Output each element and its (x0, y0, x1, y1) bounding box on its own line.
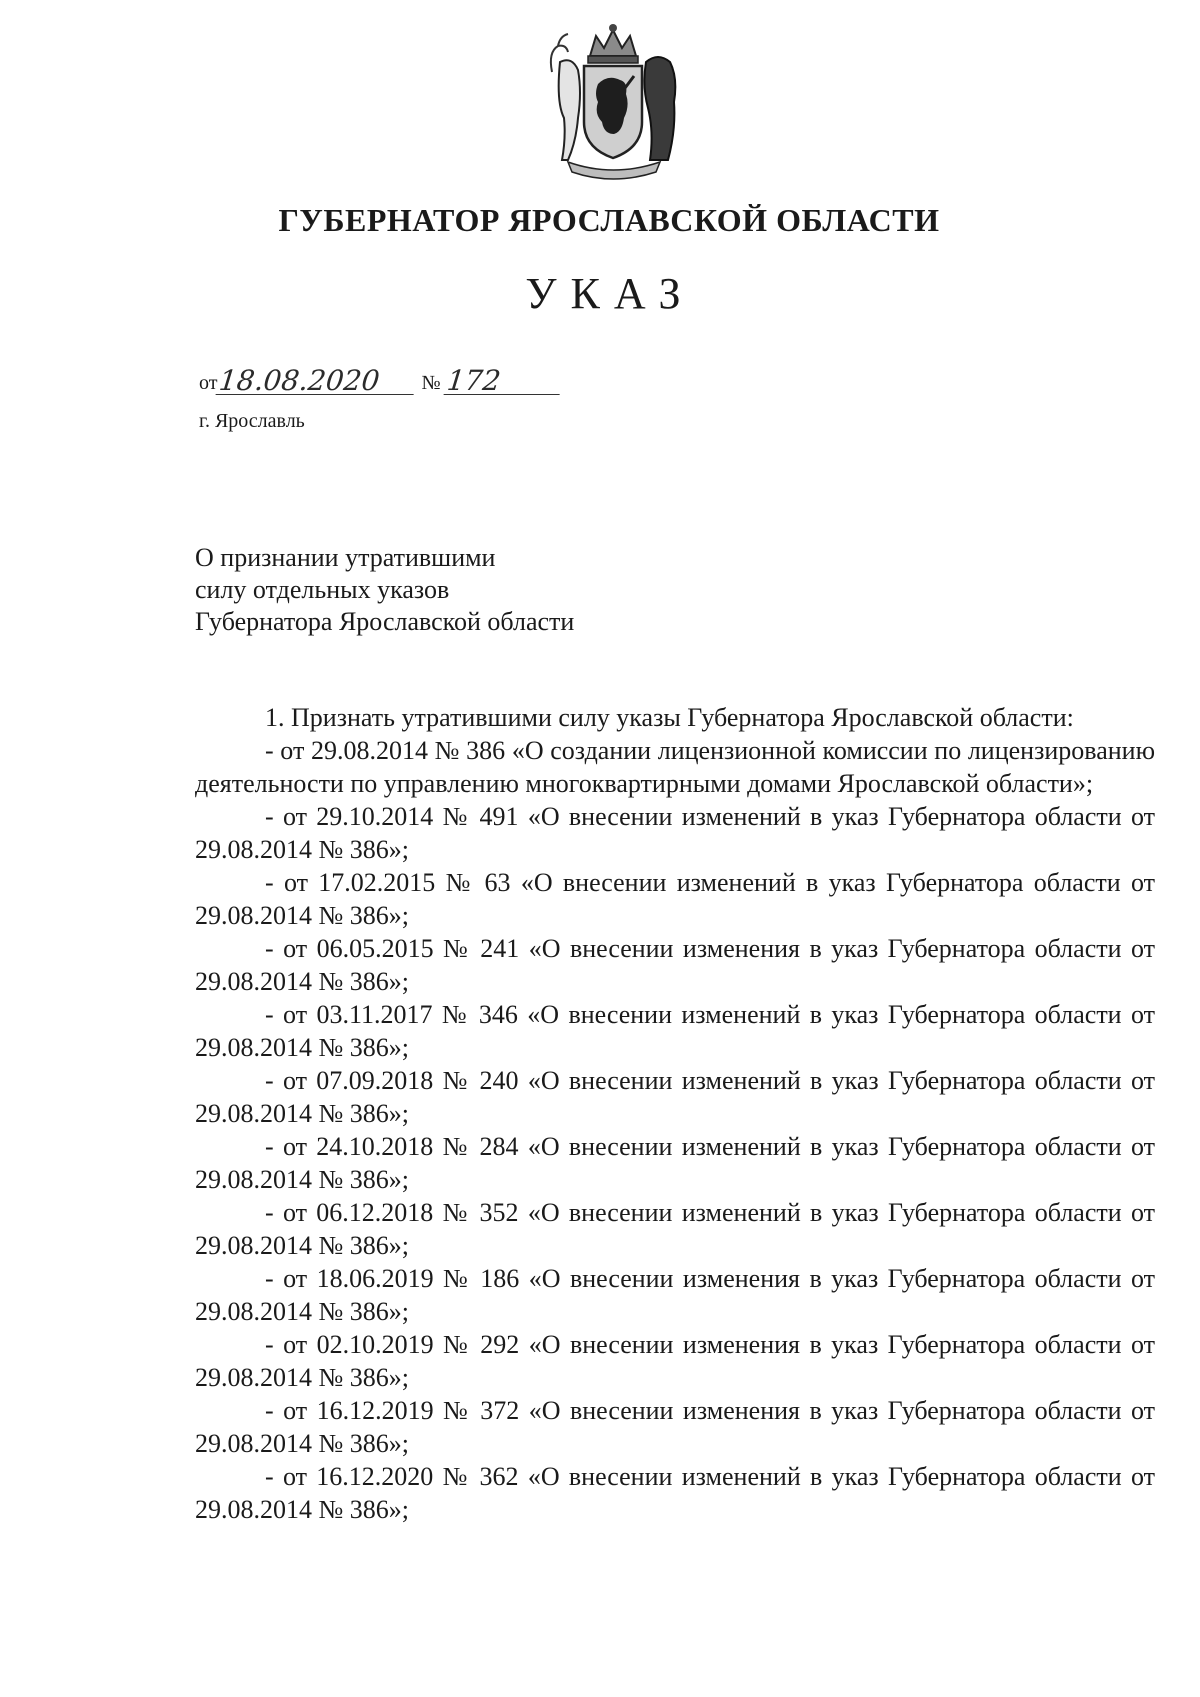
decree-body (195, 701, 1155, 1526)
body-paragraph: - от 18.06.2019 № 186 «О внесении изменения в указ Губернатора области от 29.08.2014 № 386»; (195, 1264, 1155, 1326)
body-paragraph: - от 03.11.2017 № 346 «О внесении изменений в указ Губернатора области от 29.08.2014 № 386»; (195, 1000, 1155, 1062)
handwritten-date: 18.08.2020 (216, 368, 417, 395)
body-paragraph: - от 17.02.2015 № 63 «О внесении изменений в указ Губернатора области от 29.08.2014 № 386»; (195, 868, 1155, 930)
subject-line: Губернатора Ярославской области (195, 607, 575, 636)
body-paragraph: - от 06.05.2015 № 241 «О внесении изменения в указ Губернатора области от 29.08.2014 № 386»; (195, 934, 1155, 996)
body-paragraph: 1. Признать утратившими силу указы Губернатора Ярославской области: (265, 703, 1074, 732)
issuing-authority: ГУБЕРНАТОР ЯРОСЛАВСКОЙ ОБЛАСТИ (278, 202, 940, 238)
body-paragraph: - от 24.10.2018 № 284 «О внесении изменений в указ Губернатора области от 29.08.2014 № 386»; (195, 1132, 1155, 1194)
body-paragraph: - от 29.08.2014 № 386 «О создании лицензионной комиссии по лицензированию деятельности по управлению многоквартирными домами Ярославской области»; (195, 736, 1155, 798)
subject-line: силу отдельных указов (195, 575, 450, 604)
decree-subject (195, 542, 574, 638)
coat-of-arms-emblem (538, 22, 688, 182)
date-prefix: от (199, 372, 218, 394)
body-paragraph: - от 16.12.2020 № 362 «О внесении изменений в указ Губернатора области от 29.08.2014 № 386»; (195, 1462, 1155, 1524)
number-symbol: № (421, 372, 441, 394)
subject-line: О признании утратившими (195, 543, 496, 572)
body-paragraph: - от 06.12.2018 № 352 «О внесении изменений в указ Губернатора области от 29.08.2014 № 386»; (195, 1198, 1155, 1260)
body-paragraph: - от 07.09.2018 № 240 «О внесении изменений в указ Губернатора области от 29.08.2014 № 386»; (195, 1066, 1155, 1128)
body-paragraph: - от 16.12.2019 № 372 «О внесении изменения в указ Губернатора области от 29.08.2014 № 386»; (195, 1396, 1155, 1458)
city-of-issue: г. Ярославль (199, 410, 305, 432)
date-number-line (199, 364, 561, 397)
body-paragraph: - от 29.10.2014 № 491 «О внесении изменений в указ Губернатора области от 29.08.2014 № 386»; (195, 802, 1155, 864)
handwritten-number: 172 (443, 368, 562, 395)
body-paragraph: - от 02.10.2019 № 292 «О внесении изменения в указ Губернатора области от 29.08.2014 № 386»; (195, 1330, 1155, 1392)
document-type: УКАЗ (525, 269, 695, 318)
